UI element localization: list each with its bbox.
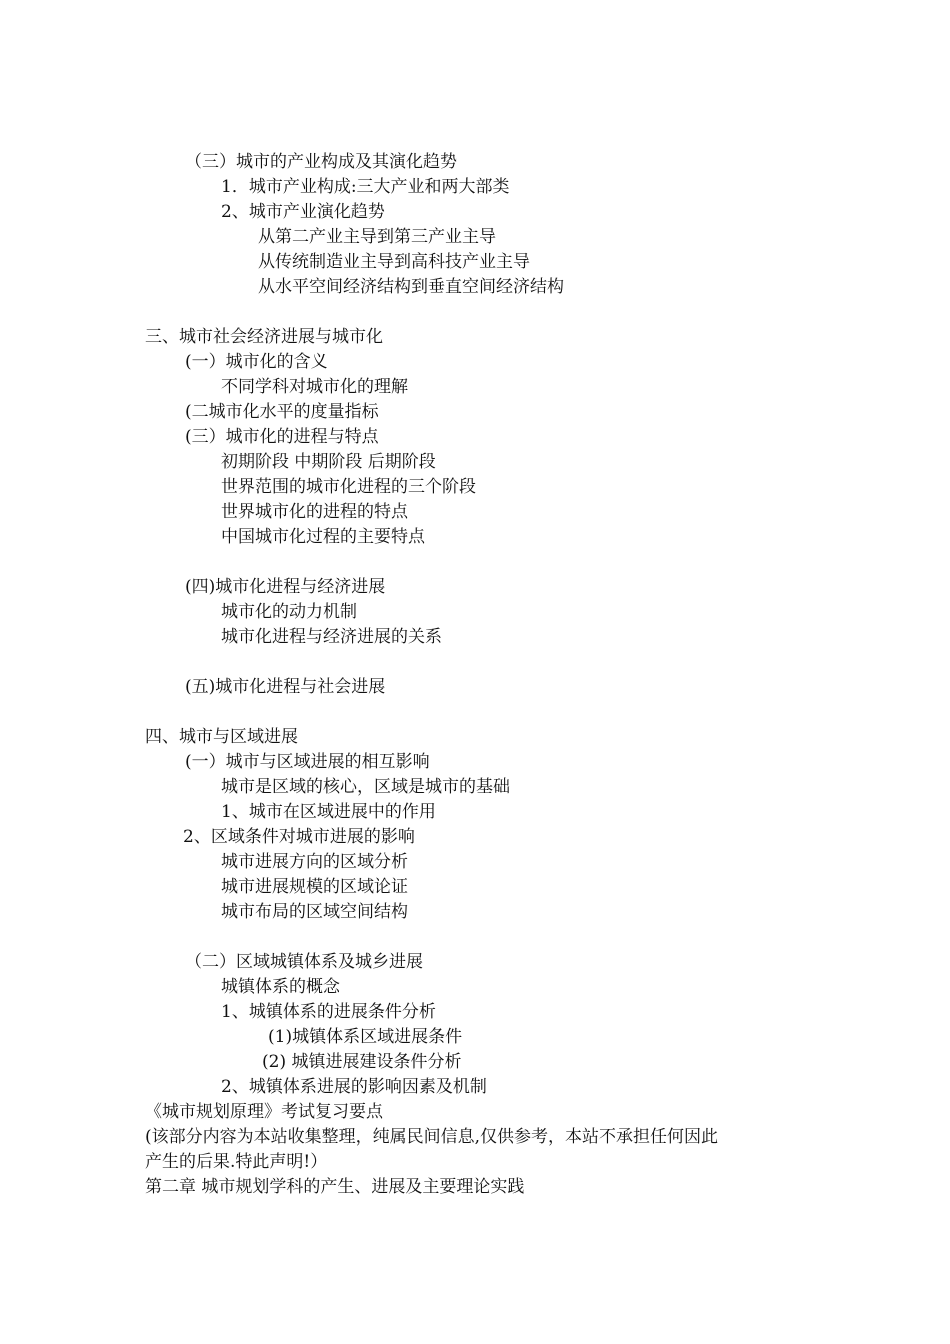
subitem-construction-conditions: (2) 城镇进展建设条件分析 xyxy=(262,1052,462,1072)
item-economy-relation: 城市化进程与经济进展的关系 xyxy=(221,627,442,647)
section-urbanization-economy: (四)城市化进程与经济进展 xyxy=(185,577,386,597)
item-city-region-core: 城市是区域的核心，区域是城市的基础 xyxy=(221,777,510,797)
section-urbanization-meaning: (一）城市化的含义 xyxy=(185,352,328,372)
item-direction-analysis: 城市进展方向的区域分析 xyxy=(221,852,408,872)
chapter-two-heading: 第二章 城市规划学科的产生、进展及主要理论实践 xyxy=(145,1177,525,1197)
section-town-system: （二）区域城镇体系及城乡进展 xyxy=(185,952,423,972)
doc-title: 《城市规划原理》考试复习要点 xyxy=(145,1102,383,1122)
disclaimer-line-1: (该部分内容为本站收集整理，纯属民间信息,仅供参考，本站不承担任何因此 xyxy=(145,1127,719,1147)
item-town-system-concept: 城镇体系的概念 xyxy=(221,977,340,997)
trend-manufacturing-to-hightech: 从传统制造业主导到高科技产业主导 xyxy=(258,252,530,272)
heading-urbanization: 三、城市社会经济进展与城市化 xyxy=(145,327,383,347)
item-china-features: 中国城市化过程的主要特点 xyxy=(221,527,425,547)
section-mutual-influence: (一）城市与区域进展的相互影响 xyxy=(185,752,430,772)
trend-horizontal-to-vertical: 从水平空间经济结构到垂直空间经济结构 xyxy=(258,277,564,297)
item-layout-structure: 城市布局的区域空间结构 xyxy=(221,902,408,922)
item-city-role: 1、城市在区域进展中的作用 xyxy=(221,802,436,822)
item-world-three-stages: 世界范围的城市化进程的三个阶段 xyxy=(221,477,476,497)
section-urbanization-society: (五)城市化进程与社会进展 xyxy=(185,677,386,697)
disclaimer-line-2: 产生的后果.特此声明!） xyxy=(145,1152,328,1172)
item-world-features: 世界城市化的进程的特点 xyxy=(221,502,408,522)
item-discipline-understanding: 不同学科对城市化的理解 xyxy=(221,377,408,397)
item-scale-argument: 城市进展规模的区域论证 xyxy=(221,877,408,897)
subitem-region-conditions: (1)城镇体系区域进展条件 xyxy=(268,1027,463,1047)
item-stages: 初期阶段 中期阶段 后期阶段 xyxy=(221,452,436,472)
item-industry-composition: 1．城市产业构成:三大产业和两大部类 xyxy=(221,177,510,197)
item-region-conditions: 2、区域条件对城市进展的影响 xyxy=(183,827,415,847)
trend-secondary-to-tertiary: 从第二产业主导到第三产业主导 xyxy=(258,227,496,247)
item-driving-mechanism: 城市化的动力机制 xyxy=(221,602,357,622)
section-urbanization-process: (三）城市化的进程与特点 xyxy=(185,427,379,447)
heading-city-region: 四、城市与区域进展 xyxy=(145,727,298,747)
item-influence-factors: 2、城镇体系进展的影响因素及机制 xyxy=(221,1077,487,1097)
section-urbanization-level: (二城市化水平的度量指标 xyxy=(185,402,379,422)
item-industry-trend: 2、城市产业演化趋势 xyxy=(221,202,385,222)
item-town-conditions: 1、城镇体系的进展条件分析 xyxy=(221,1002,436,1022)
section-industry-structure: （三）城市的产业构成及其演化趋势 xyxy=(185,152,457,172)
